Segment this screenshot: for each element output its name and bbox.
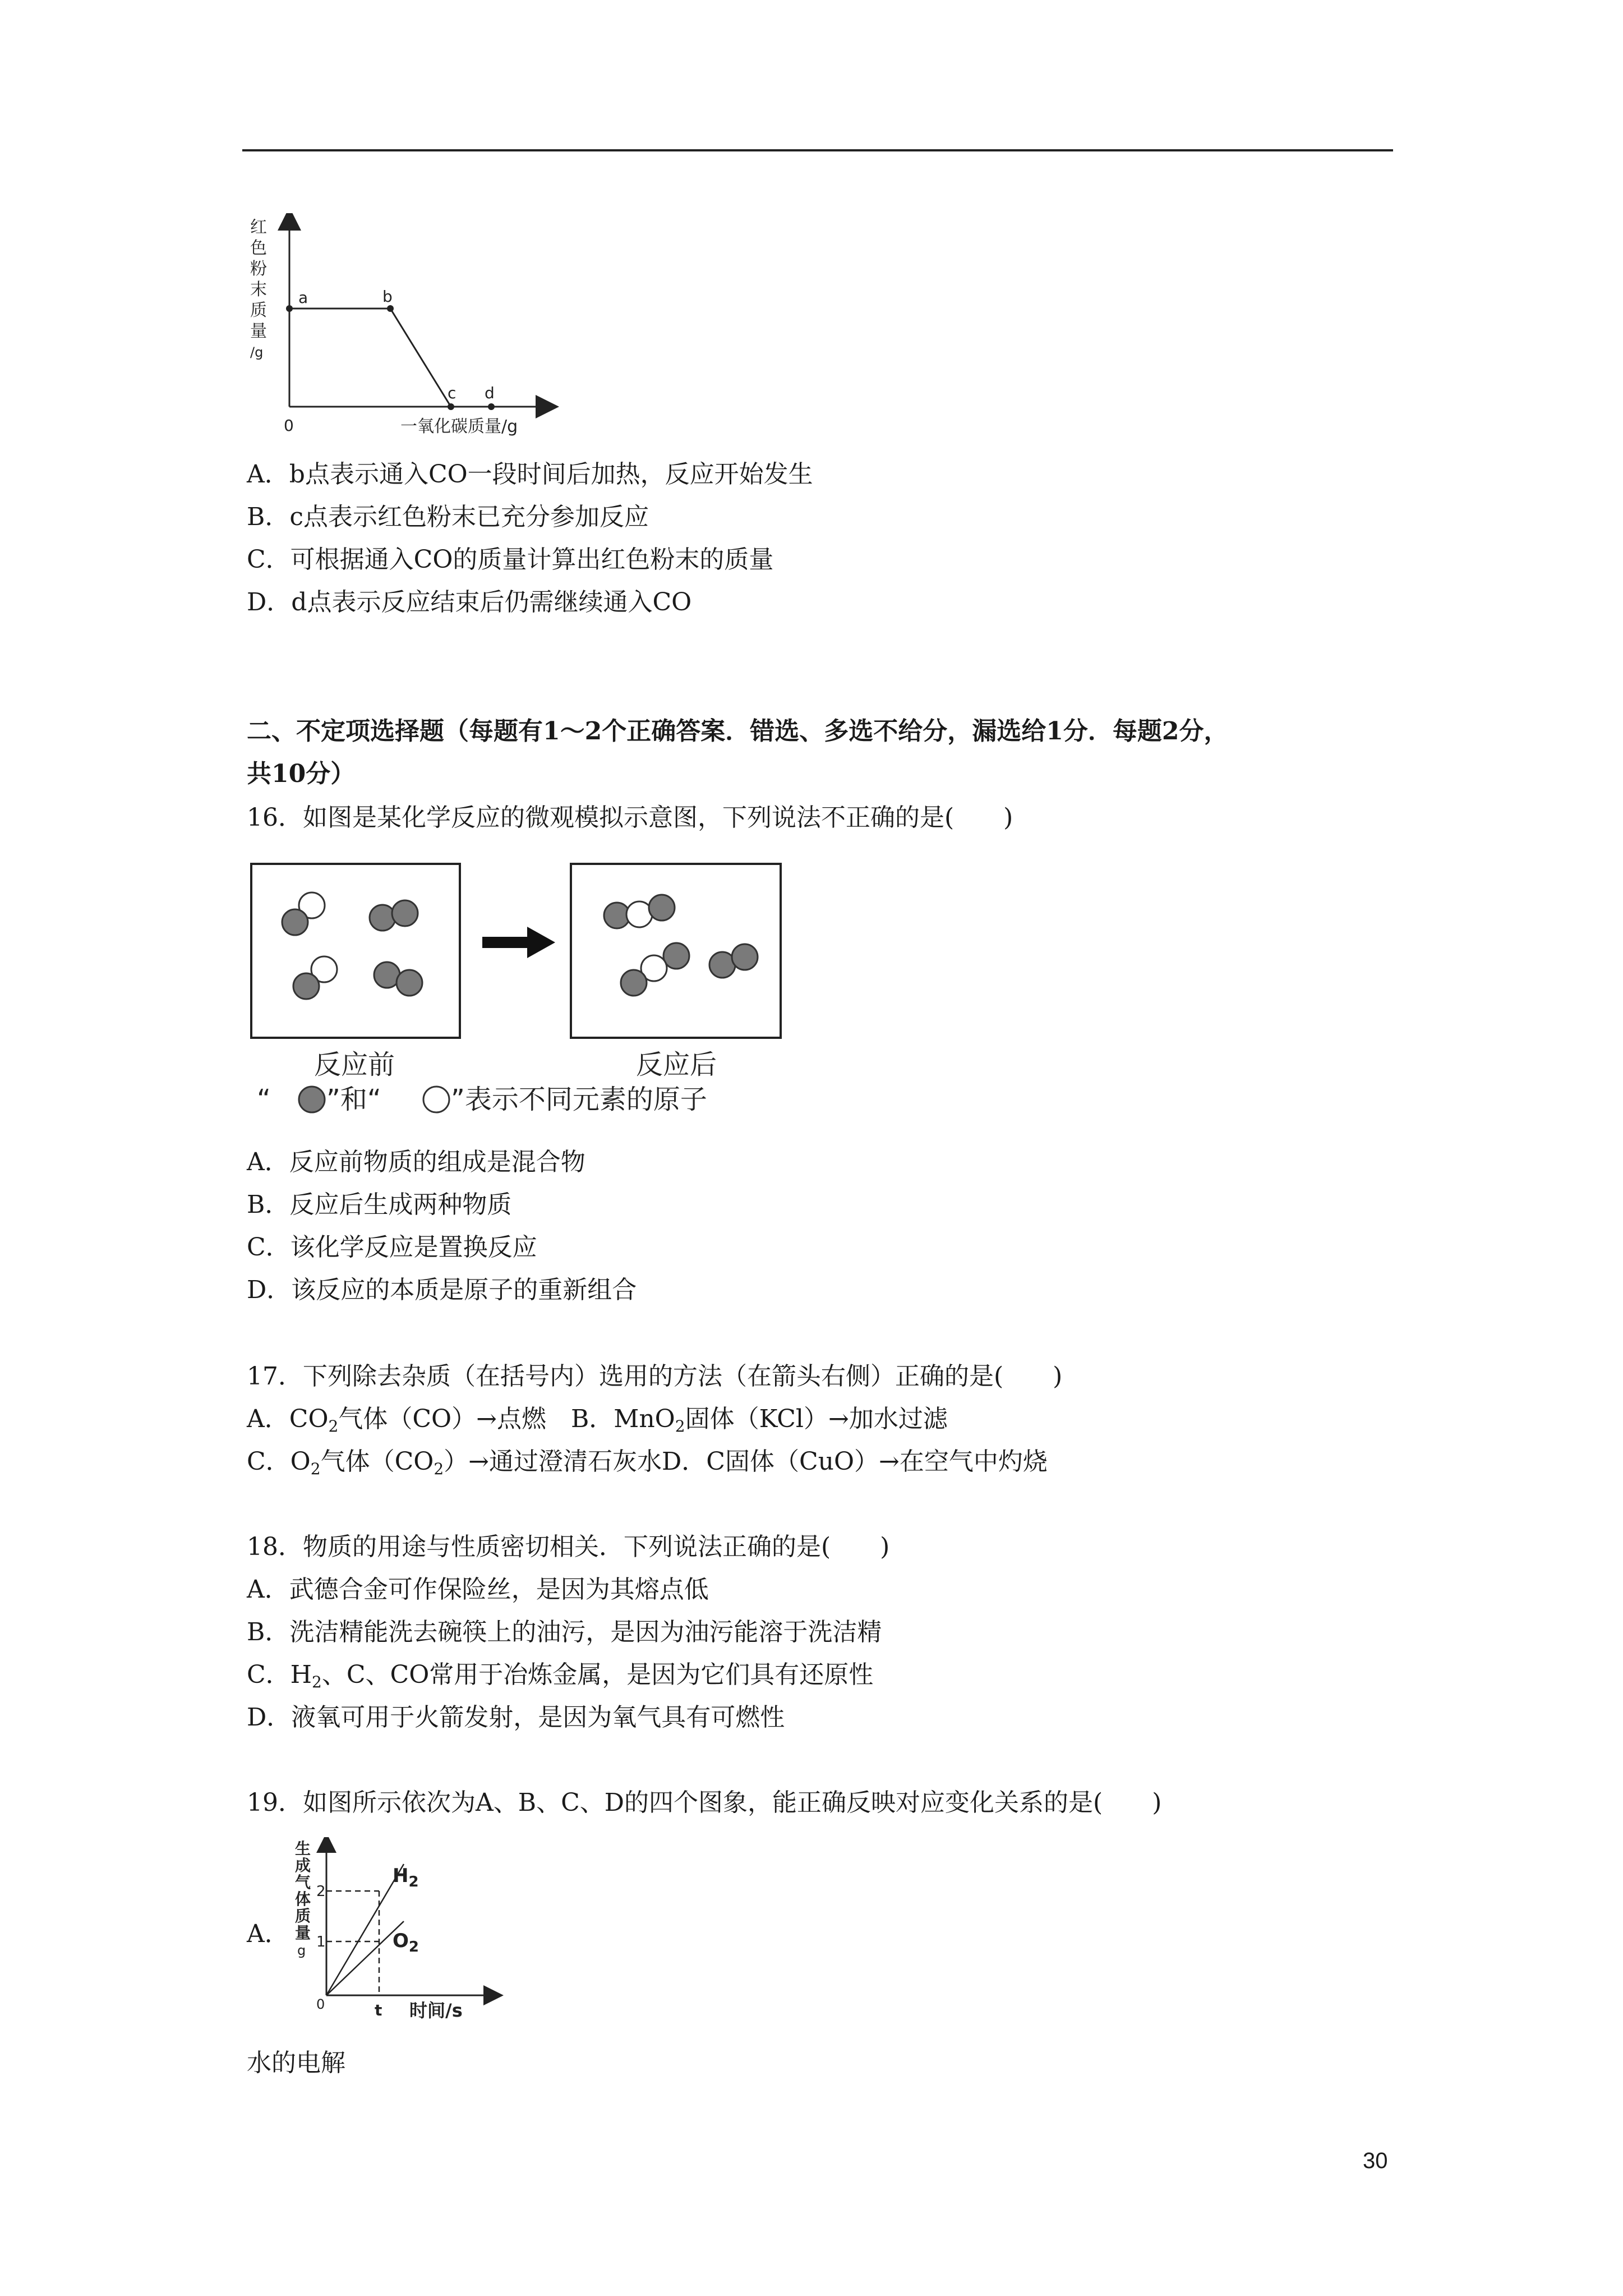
q15-y-label-char: 红 xyxy=(250,218,267,237)
q17-stem: 17．下列除去杂质（在括号内）选用的方法（在箭头右侧）正确的是( ) xyxy=(247,1362,1063,1391)
q16-option-d: D．该反应的本质是原子的重新组合 xyxy=(247,1276,637,1304)
q16-molecules-before xyxy=(282,892,422,999)
q19-tick-2: 2 xyxy=(316,1883,326,1900)
q17-a-pre: A．CO xyxy=(247,1405,329,1433)
q15-point-b xyxy=(387,305,394,312)
q17-c-mid: 气体（CO xyxy=(320,1447,434,1476)
q16-legend-light-atom xyxy=(423,1087,449,1112)
q15-point-c xyxy=(448,403,454,410)
q15-y-label xyxy=(250,218,267,360)
q15-label-a: a xyxy=(298,288,308,307)
q17-b-sub: 2 xyxy=(675,1417,685,1435)
q15-label-b: b xyxy=(382,287,393,306)
section2-title-line1: 二、不定项选择题（每题有1～2个正确答案．错选、多选不给分，漏选给1分．每题2分， xyxy=(247,717,1229,746)
q15-origin: 0 xyxy=(284,416,294,435)
q15-figure xyxy=(245,213,592,443)
q16-option-a: A．反应前物质的组成是混合物 xyxy=(247,1148,585,1176)
q17-a-post: 气体（CO）→点燃 B．MnO xyxy=(338,1405,675,1433)
q15-label-d: d xyxy=(485,384,495,402)
q18-c-sub: 2 xyxy=(312,1673,322,1691)
q17-c-post: ）→通过澄清石灰水D．C固体（CuO）→在空气中灼烧 xyxy=(444,1447,1048,1476)
q16-option-c: C．该化学反应是置换反应 xyxy=(247,1233,537,1262)
q19-figure-a xyxy=(292,1837,516,2022)
q17-c-pre: C．O xyxy=(247,1447,311,1476)
q18-option-a: A．武德合金可作保险丝，是因为其熔点低 xyxy=(247,1575,709,1604)
q16-molecules-after xyxy=(604,895,758,996)
q19-y-label-char: 量 xyxy=(295,1924,311,1942)
q16-legend-prefix: “ xyxy=(257,1084,271,1115)
q16-label-after: 反应后 xyxy=(636,1049,717,1080)
q16-figure xyxy=(247,858,808,1139)
q19-tick-1: 1 xyxy=(316,1934,326,1950)
q19-o2-label: $O_2$ xyxy=(393,1930,419,1955)
q19-y-label-char: 生 xyxy=(295,1839,311,1858)
q16-option-b: B．反应后生成两种物质 xyxy=(247,1190,512,1219)
q19-option-a-label: A． xyxy=(247,1920,289,1948)
page-number: 30 xyxy=(1363,2148,1388,2173)
q16-arrow xyxy=(482,927,555,958)
q15-x-label: 一氧化碳质量/g xyxy=(400,417,518,436)
q15-option-a: A．b点表示通入CO一段时间后加热，反应开始发生 xyxy=(247,460,813,489)
q16-legend-dark-atom xyxy=(299,1087,325,1112)
q15-option-c: C．可根据通入CO的质量计算出红色粉末的质量 xyxy=(247,545,774,574)
q15-y-label-char: 质 xyxy=(250,301,267,320)
q19-y-label-char: 质 xyxy=(295,1907,311,1925)
section2-title-line2: 共10分） xyxy=(247,760,356,788)
q15-y-label-char: 色 xyxy=(250,238,267,258)
q17-b-post: 固体（KCl）→加水过滤 xyxy=(685,1405,948,1433)
q16-stem: 16．如图是某化学反应的微观模拟示意图，下列说法不正确的是( ) xyxy=(247,803,1013,832)
q15-y-label-char: 末 xyxy=(250,280,267,300)
q19-h2-label: $H_2$ xyxy=(393,1865,419,1890)
q18-option-b: B．洗洁精能洗去碗筷上的油污，是因为油污能溶于洗洁精 xyxy=(247,1618,882,1646)
q16-box-before xyxy=(251,864,460,1038)
q18-c-pre: C．H xyxy=(247,1660,312,1689)
q15-curve xyxy=(289,309,491,407)
q15-label-c: c xyxy=(448,384,457,402)
q19-x-label: 时间/s xyxy=(409,2000,463,2021)
q19-stem: 19．如图所示依次为A、B、C、D的四个图象，能正确反映对应变化关系的是( ) xyxy=(247,1788,1162,1817)
q15-option-d: D．d点表示反应结束后仍需继续通入CO xyxy=(247,588,692,616)
q18-stem: 18．物质的用途与性质密切相关．下列说法正确的是( ) xyxy=(247,1533,890,1561)
q19-x-tick-t: t xyxy=(375,2001,382,2019)
q16-legend-suffix: ”表示不同元素的原子 xyxy=(451,1084,707,1115)
header-rule xyxy=(242,149,1393,151)
q15-y-label-char: 量 xyxy=(250,321,267,341)
q17-c-sub2: 2 xyxy=(434,1460,444,1478)
q19-y-label xyxy=(295,1839,311,1958)
q16-label-before: 反应前 xyxy=(314,1049,395,1080)
q15-point-d xyxy=(488,403,495,410)
q15-option-b: B．c点表示红色粉末已充分参加反应 xyxy=(247,503,649,531)
q19-origin: 0 xyxy=(316,1996,325,2012)
q19-y-label-char: 气 xyxy=(295,1873,311,1892)
q18-option-d: D．液氧可用于火箭发射，是因为氧气具有可燃性 xyxy=(247,1703,785,1732)
q15-y-label-char: 粉 xyxy=(250,259,267,279)
q17-options-cd xyxy=(247,1446,1048,1478)
q19-y-label-char: 成 xyxy=(295,1856,311,1875)
q19-y-label-char: g xyxy=(297,1943,306,1958)
q17-a-sub: 2 xyxy=(328,1417,339,1435)
q15-point-a xyxy=(286,305,293,312)
q19-caption-a: 水的电解 xyxy=(247,2049,345,2077)
q17-c-sub: 2 xyxy=(310,1460,321,1478)
q18-c-post: 、C、CO常用于冶炼金属，是因为它们具有还原性 xyxy=(321,1660,874,1689)
q16-legend-mid: ”和“ xyxy=(326,1084,381,1115)
q15-y-label-char: /g xyxy=(250,344,264,360)
q18-option-c xyxy=(247,1659,873,1691)
q17-options-ab xyxy=(247,1404,948,1435)
q19-y-label-char: 体 xyxy=(295,1890,311,1908)
